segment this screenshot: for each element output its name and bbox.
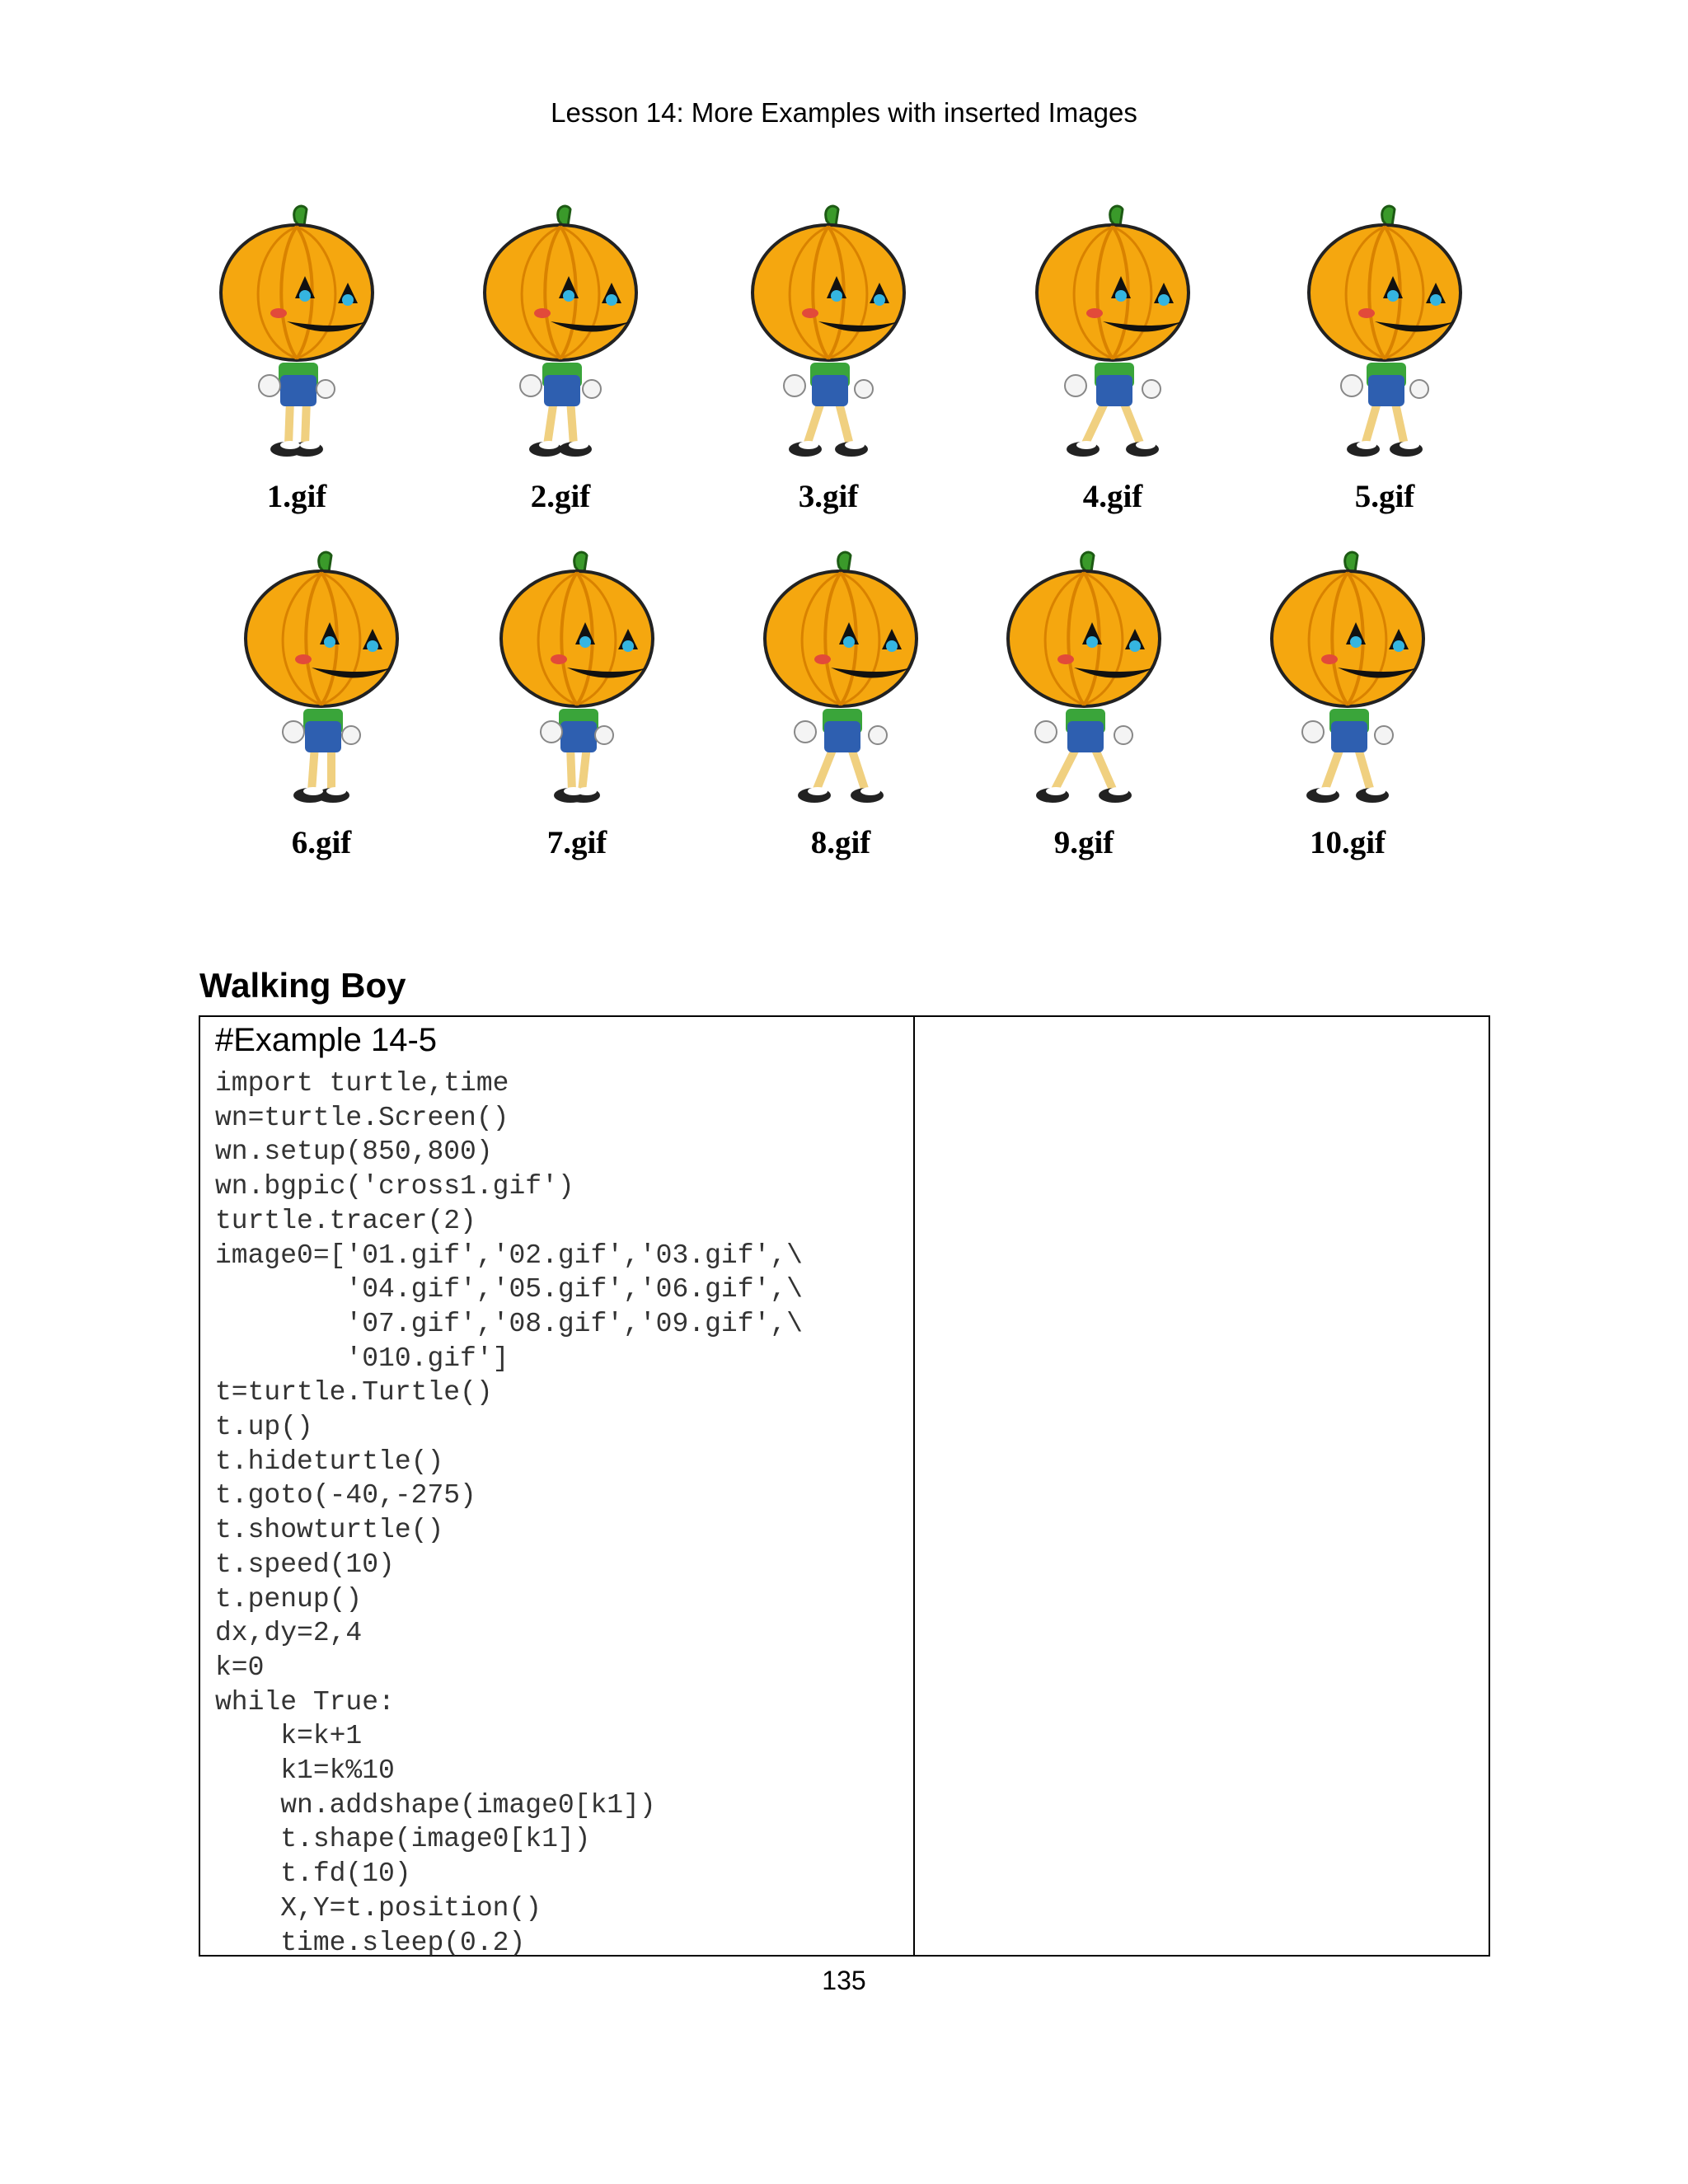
code-line: t.shape(image0[k1]) xyxy=(215,1824,591,1855)
code-line: wn.setup(850,800) xyxy=(215,1137,493,1168)
animation-frames-gallery xyxy=(198,198,1484,882)
pumpkin-boy-illustration xyxy=(1014,198,1212,478)
boy-body xyxy=(541,709,613,752)
code-line: t.speed(10) xyxy=(215,1549,395,1580)
page-number: 135 xyxy=(822,1966,866,1995)
code-listing xyxy=(215,1066,803,1960)
frame-caption: 7.gif xyxy=(546,825,607,860)
code-cell xyxy=(200,1017,915,1958)
code-line: k=0 xyxy=(215,1652,265,1683)
frame-caption: 6.gif xyxy=(291,825,352,860)
frame-caption: 9.gif xyxy=(1053,825,1114,860)
section-title: Walking Boy xyxy=(199,966,406,1005)
pumpkin-boy-illustration xyxy=(478,544,676,824)
boy-body xyxy=(1035,709,1132,752)
code-line: image0=['01.gif','02.gif','03.gif',\ xyxy=(215,1240,803,1271)
boy-legs xyxy=(270,400,323,457)
boy-body xyxy=(1341,363,1428,406)
pumpkin-head xyxy=(1272,552,1423,706)
code-line: '04.gif','05.gif','06.gif',\ xyxy=(215,1274,803,1305)
pumpkin-head xyxy=(485,206,636,360)
pumpkin-head xyxy=(1309,206,1461,360)
pumpkin-head xyxy=(765,552,917,706)
boy-legs xyxy=(1036,746,1132,803)
boy-body xyxy=(1065,363,1160,406)
frame-caption: 1.gif xyxy=(266,479,327,514)
code-line: time.sleep(0.2) xyxy=(215,1927,526,1958)
code-line: wn.bgpic('cross1.gif') xyxy=(215,1171,574,1202)
code-line: k1=k%10 xyxy=(215,1755,395,1787)
pumpkin-head xyxy=(753,206,904,360)
code-line: '07.gif','08.gif','09.gif',\ xyxy=(215,1308,803,1339)
boy-legs xyxy=(554,746,600,803)
output-cell xyxy=(915,1017,1489,1955)
frame-6 xyxy=(223,544,420,865)
code-line: t.goto(-40,-275) xyxy=(215,1480,476,1511)
pumpkin-boy-illustration xyxy=(462,198,659,478)
boy-legs xyxy=(798,746,884,803)
frame-5 xyxy=(1286,198,1484,519)
boy-legs xyxy=(293,746,349,803)
example-title: #Example 14-5 xyxy=(215,1022,438,1058)
code-line: t.fd(10) xyxy=(215,1858,411,1890)
code-line: wn.addshape(image0[k1]) xyxy=(215,1789,656,1821)
code-line: X,Y=t.position() xyxy=(215,1892,542,1924)
frame-2 xyxy=(462,198,659,519)
boy-body xyxy=(520,363,601,406)
frame-caption: 4.gif xyxy=(1082,479,1143,514)
pumpkin-head xyxy=(1008,552,1160,706)
frame-caption: 3.gif xyxy=(798,479,859,514)
pumpkin-boy-illustration xyxy=(729,198,927,478)
code-line: import turtle,time xyxy=(215,1068,509,1099)
pumpkin-head xyxy=(501,552,653,706)
boy-body xyxy=(1302,709,1393,752)
pumpkin-boy-illustration xyxy=(1286,198,1484,478)
frame-4 xyxy=(1014,198,1212,519)
code-table xyxy=(199,1015,1490,1957)
frame-caption: 10.gif xyxy=(1309,825,1386,860)
boy-legs xyxy=(1347,400,1423,457)
pumpkin-boy-illustration xyxy=(198,198,396,478)
code-line: dx,dy=2,4 xyxy=(215,1618,363,1649)
boy-body xyxy=(795,709,887,752)
code-line: t.hideturtle() xyxy=(215,1446,444,1477)
frame-3 xyxy=(729,198,927,519)
boy-legs xyxy=(789,400,868,457)
frame-caption: 5.gif xyxy=(1354,479,1415,514)
code-line: t=turtle.Turtle() xyxy=(215,1377,493,1408)
boy-legs xyxy=(529,400,592,457)
frame-10 xyxy=(1249,544,1447,865)
boy-body xyxy=(784,363,873,406)
code-line: '010.gif'] xyxy=(215,1343,509,1374)
code-line: wn=turtle.Screen() xyxy=(215,1102,509,1133)
frame-caption: 8.gif xyxy=(810,825,871,860)
frame-caption: 2.gif xyxy=(530,479,591,514)
pumpkin-boy-illustration xyxy=(985,544,1183,824)
frame-7 xyxy=(478,544,676,865)
code-line: t.up() xyxy=(215,1412,313,1443)
pumpkin-boy-illustration xyxy=(1249,544,1447,824)
code-line: t.showturtle() xyxy=(215,1515,444,1546)
page-header: Lesson 14: More Examples with inserted Images xyxy=(551,97,1137,128)
pumpkin-boy-illustration xyxy=(742,544,940,824)
frame-9 xyxy=(985,544,1183,865)
pumpkin-head xyxy=(246,552,397,706)
code-line: t.penup() xyxy=(215,1583,363,1615)
pumpkin-head xyxy=(221,206,373,360)
boy-body xyxy=(259,363,335,406)
code-line: turtle.tracer(2) xyxy=(215,1205,476,1236)
code-line: while True: xyxy=(215,1686,395,1718)
pumpkin-boy-illustration xyxy=(223,544,420,824)
pumpkin-head xyxy=(1037,206,1189,360)
frame-1 xyxy=(198,198,396,519)
code-line: k=k+1 xyxy=(215,1721,363,1752)
boy-body xyxy=(283,709,360,752)
boy-legs xyxy=(1067,400,1159,457)
boy-legs xyxy=(1306,746,1389,803)
frame-8 xyxy=(742,544,940,865)
